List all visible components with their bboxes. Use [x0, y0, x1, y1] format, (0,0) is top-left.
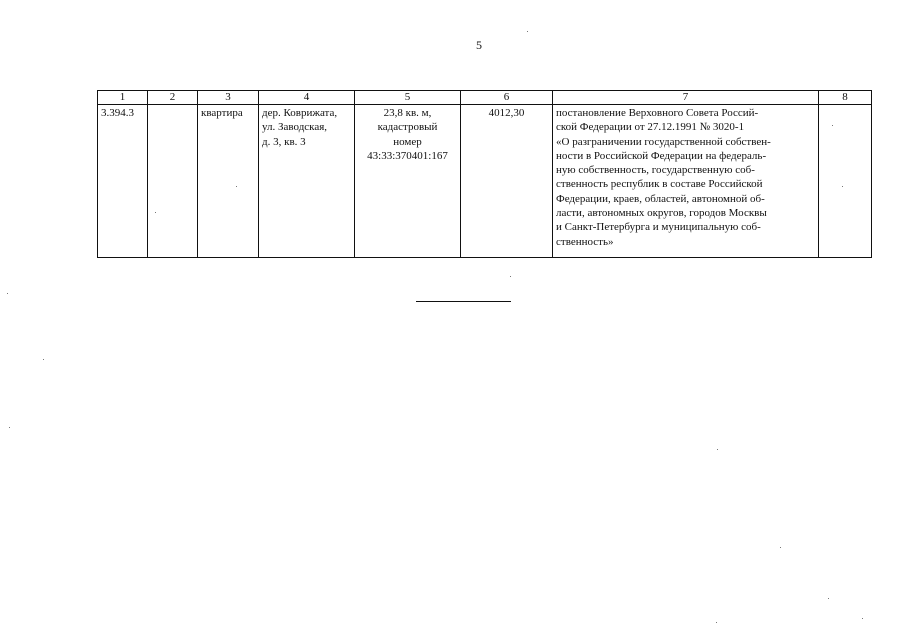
legal-basis-line: Федерации, краев, областей, автономной об-: [556, 192, 765, 205]
column-header-1: 1: [98, 91, 148, 105]
column-header-6: 6: [461, 91, 553, 105]
legal-basis-line: постановление Верховного Совета Россий-: [556, 107, 759, 119]
scan-speck: [832, 125, 833, 126]
scan-speck: [828, 598, 829, 599]
table-row: [98, 105, 872, 258]
cell-item-number: 3.394.3: [98, 105, 148, 258]
address-line: д. 3, кв. 3: [262, 135, 306, 148]
area-line: 23,8 кв. м,: [383, 107, 432, 119]
legal-basis-line: «О разграничении государственной собствен-: [556, 135, 771, 148]
cell-address: [259, 105, 355, 258]
cell-object-type: квартира: [198, 105, 259, 258]
scan-speck: [527, 31, 528, 32]
legal-basis-line: ную собственность, государственную соб-: [556, 164, 755, 177]
cell-area-cadastral: [355, 105, 461, 258]
legal-basis-line: ственность»: [556, 235, 614, 248]
scan-speck: [716, 622, 717, 623]
area-line: кадастровый: [377, 121, 438, 134]
area-line: номер: [393, 135, 422, 148]
cell-column-8: [819, 105, 872, 258]
cell-column-2: [148, 105, 198, 258]
address-line: ул. Заводская,: [262, 121, 328, 134]
scan-speck: [43, 359, 44, 360]
column-header-8: 8: [819, 91, 872, 105]
column-header-5: 5: [355, 91, 461, 105]
legal-basis-line: и Санкт-Петербурга и муниципальную соб-: [556, 221, 761, 234]
column-header-7: 7: [553, 91, 819, 105]
address-line: дер. Коврижата,: [262, 107, 338, 119]
scan-speck: [862, 618, 863, 619]
cell-value: 4012,30: [461, 105, 553, 258]
legal-basis-line: ности в Российской Федерации на федераль-: [556, 149, 767, 162]
column-header-4: 4: [259, 91, 355, 105]
registry-table: [97, 90, 872, 258]
table-header-row: [98, 91, 872, 105]
scan-speck: [717, 449, 718, 450]
scan-speck: [236, 186, 237, 187]
end-rule: [416, 301, 511, 302]
cell-legal-basis: [553, 105, 819, 258]
scan-speck: [842, 186, 843, 187]
scan-speck: [9, 427, 10, 428]
column-header-2: 2: [148, 91, 198, 105]
legal-basis-line: ской Федерации от 27.12.1991 № 3020-1: [556, 121, 745, 134]
column-header-3: 3: [198, 91, 259, 105]
scan-speck: [155, 212, 156, 213]
legal-basis-line: ласти, автономных округов, городов Москвы: [556, 207, 767, 220]
page-number: 5: [476, 38, 482, 52]
scan-speck: [510, 276, 511, 277]
scan-speck: [780, 547, 781, 548]
legal-basis-line: ственность республик в составе Российской: [556, 178, 763, 191]
cadastral-number: 43:33:370401:167: [367, 149, 448, 162]
scan-speck: [7, 293, 8, 294]
